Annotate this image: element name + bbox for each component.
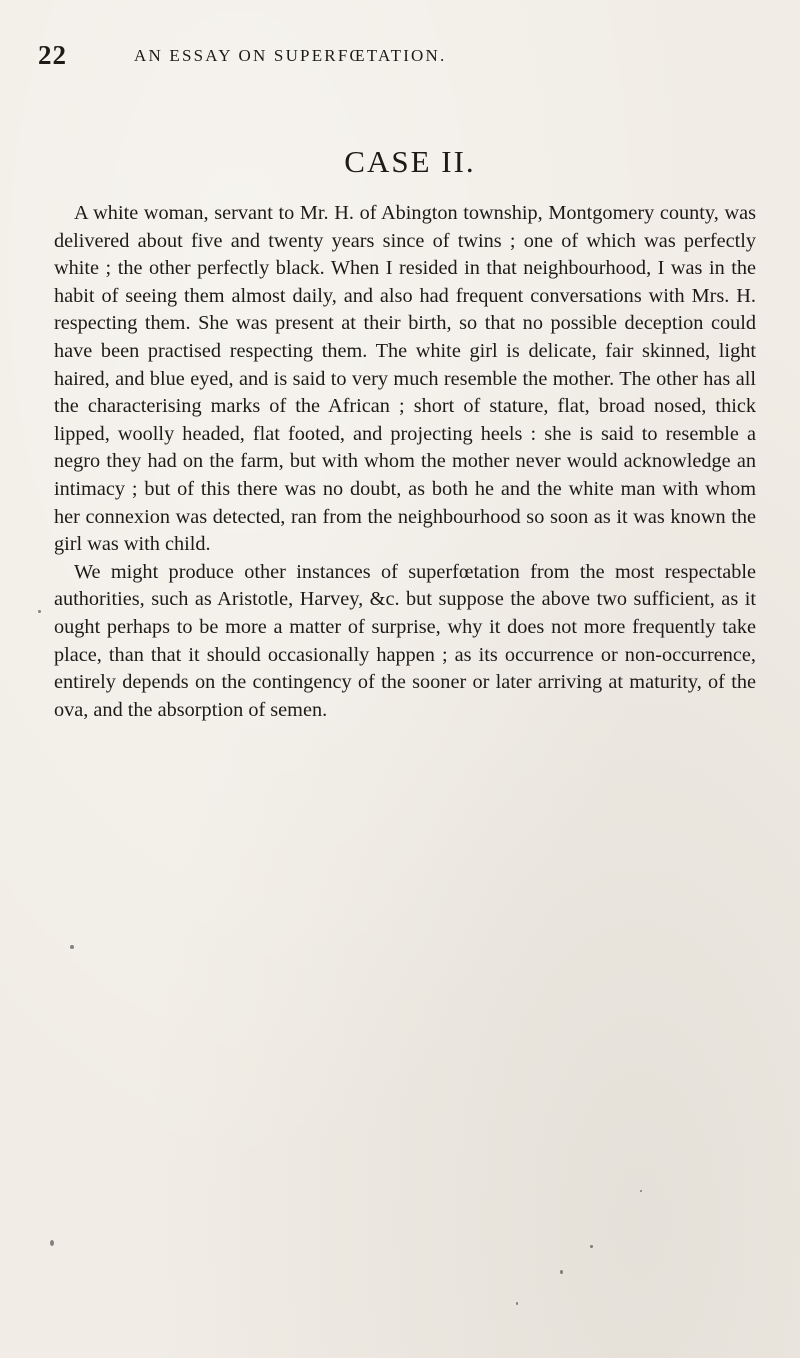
scan-speck xyxy=(50,1240,54,1246)
scan-speck xyxy=(640,1190,642,1192)
scan-speck xyxy=(560,1270,563,1274)
scan-speck xyxy=(38,610,41,613)
scan-speck xyxy=(516,1302,518,1305)
paragraph-case-description: A white woman, servant to Mr. H. of Abington township, Montgomery county, was delivered about five and twenty years since of twins ; one of which was perfectly white ; the other perfectly black. When I resided in that neighbourhood, I was in the habit of seeing them almost daily, and also had frequent conversations with Mrs. H. respecting them. She was present at their birth, so that no possible deception could have been practised respecting them. The white girl is delicate, fair skinned, light haired, and blue eyed, and is said to very much resemble the mother. The other has all the characterising marks of the African ; short of stature, flat, broad nosed, thick lipped, woolly headed, flat footed, and projecting heels : she is said to resemble a negro they had on the farm, but with whom the mother never would acknowledge an intimacy ; but of this there was no doubt, as both he and the white man with whom her connexion was detected, ran from the neighbourhood so soon as it was known the girl was with child. xyxy=(54,202,756,556)
scan-speck xyxy=(70,945,74,949)
case-heading: CASE II. xyxy=(344,144,476,179)
scan-speck xyxy=(590,1245,593,1248)
running-title: AN ESSAY ON SUPERFŒTATION. xyxy=(134,46,447,65)
body-text xyxy=(54,200,756,724)
page-number: 22 xyxy=(38,40,67,70)
running-head xyxy=(38,40,758,70)
paragraph-conclusion: We might produce other instances of superfœtation from the most respectable authorities, such as Aristotle, Harvey, &c. but suppose the above two sufficient, as it ought perhaps to be more a matter of surprise, why it does not more frequently take place, than that it should occasionally happen ; as its occurrence or non-occurrence, entirely depends on the contingency of the sooner or later arriving at maturity, of the ova, and the absorption of semen. xyxy=(54,560,756,721)
